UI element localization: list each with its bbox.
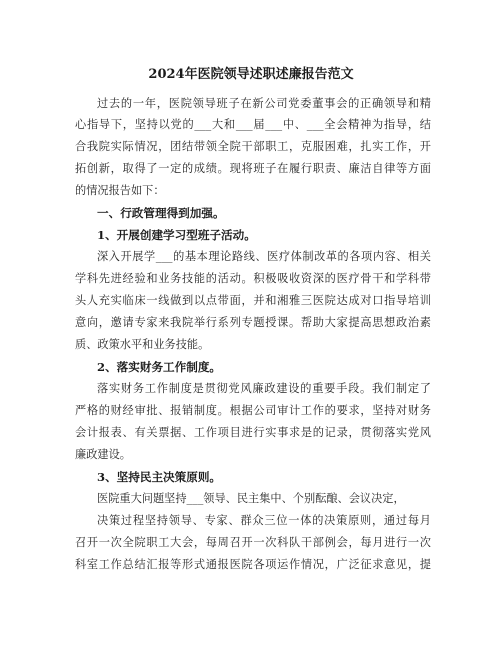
paragraph-line: 心指导下，坚持以党的___大和___届___中、___全会精神为指导，结	[75, 118, 431, 131]
paragraph-line: 深入开展学___的基本理论路线、医疗体制改革的各项内容、相关	[97, 250, 431, 263]
paragraph-line: 廉政建设。	[75, 448, 131, 461]
paragraph-line: 学科先进经验和业务技能的活动。积极吸收资深的医疗骨干和学科带	[75, 272, 431, 285]
paragraph-line: 过去的一年，医院领导班子在新公司党委董事会的正确领导和精	[97, 97, 431, 110]
paragraph-line: 合我院实际情况，团结带领全院干部职工，克服困难，扎实工作，开	[75, 140, 431, 153]
paragraph-line: 严格的财经审批、报销制度。根据公司审计工作的要求，坚持对财务	[75, 404, 431, 417]
subsection-heading: 3、坚持民主决策原则。	[97, 470, 222, 484]
paragraph-line: 的情况报告如下：	[75, 184, 165, 197]
section-heading: 一、行政管理得到加强。	[97, 206, 225, 220]
subsection-heading: 2、落实财务工作制度。	[97, 360, 222, 374]
paragraph-line: 会计报表、有关票据、工作项目进行实事求是的记录，贯彻落实党风	[75, 426, 431, 439]
paragraph-line: 质、政策水平和业务技能。	[75, 338, 210, 351]
paragraph-line: 召开一次全院职工大会，每周召开一次科队干部例会，每月进行一次	[75, 536, 431, 549]
paragraph-line: 落实财务工作制度是贯彻党风廉政建设的重要手段。我们制定了	[97, 382, 431, 395]
paragraph-line: 拓创新，取得了一定的成绩。现将班子在履行职责、廉洁自律等方面	[75, 162, 431, 175]
paragraph-line: 意向，邀请专家来我院举行系列专题授课。帮助大家提高思想政治素	[75, 316, 431, 329]
paragraph-line: 医院重大问题坚持___领导、民主集中、个别酝酿、会议决定，	[97, 492, 405, 505]
subsection-heading: 1、开展创建学习型班子活动。	[97, 228, 256, 242]
paragraph-line: 头人充实临床一线做到以点带面，并和湘雅三医院达成对口指导培训	[75, 294, 431, 307]
document-title: 2024年医院领导述职述廉报告范文	[148, 67, 354, 82]
paragraph-line: 决策过程坚持领导、专家、群众三位一体的决策原则，通过每月	[97, 514, 431, 527]
paragraph-line: 科室工作总结汇报等形式通报医院各项运作情况，广泛征求意见，提	[75, 558, 431, 571]
